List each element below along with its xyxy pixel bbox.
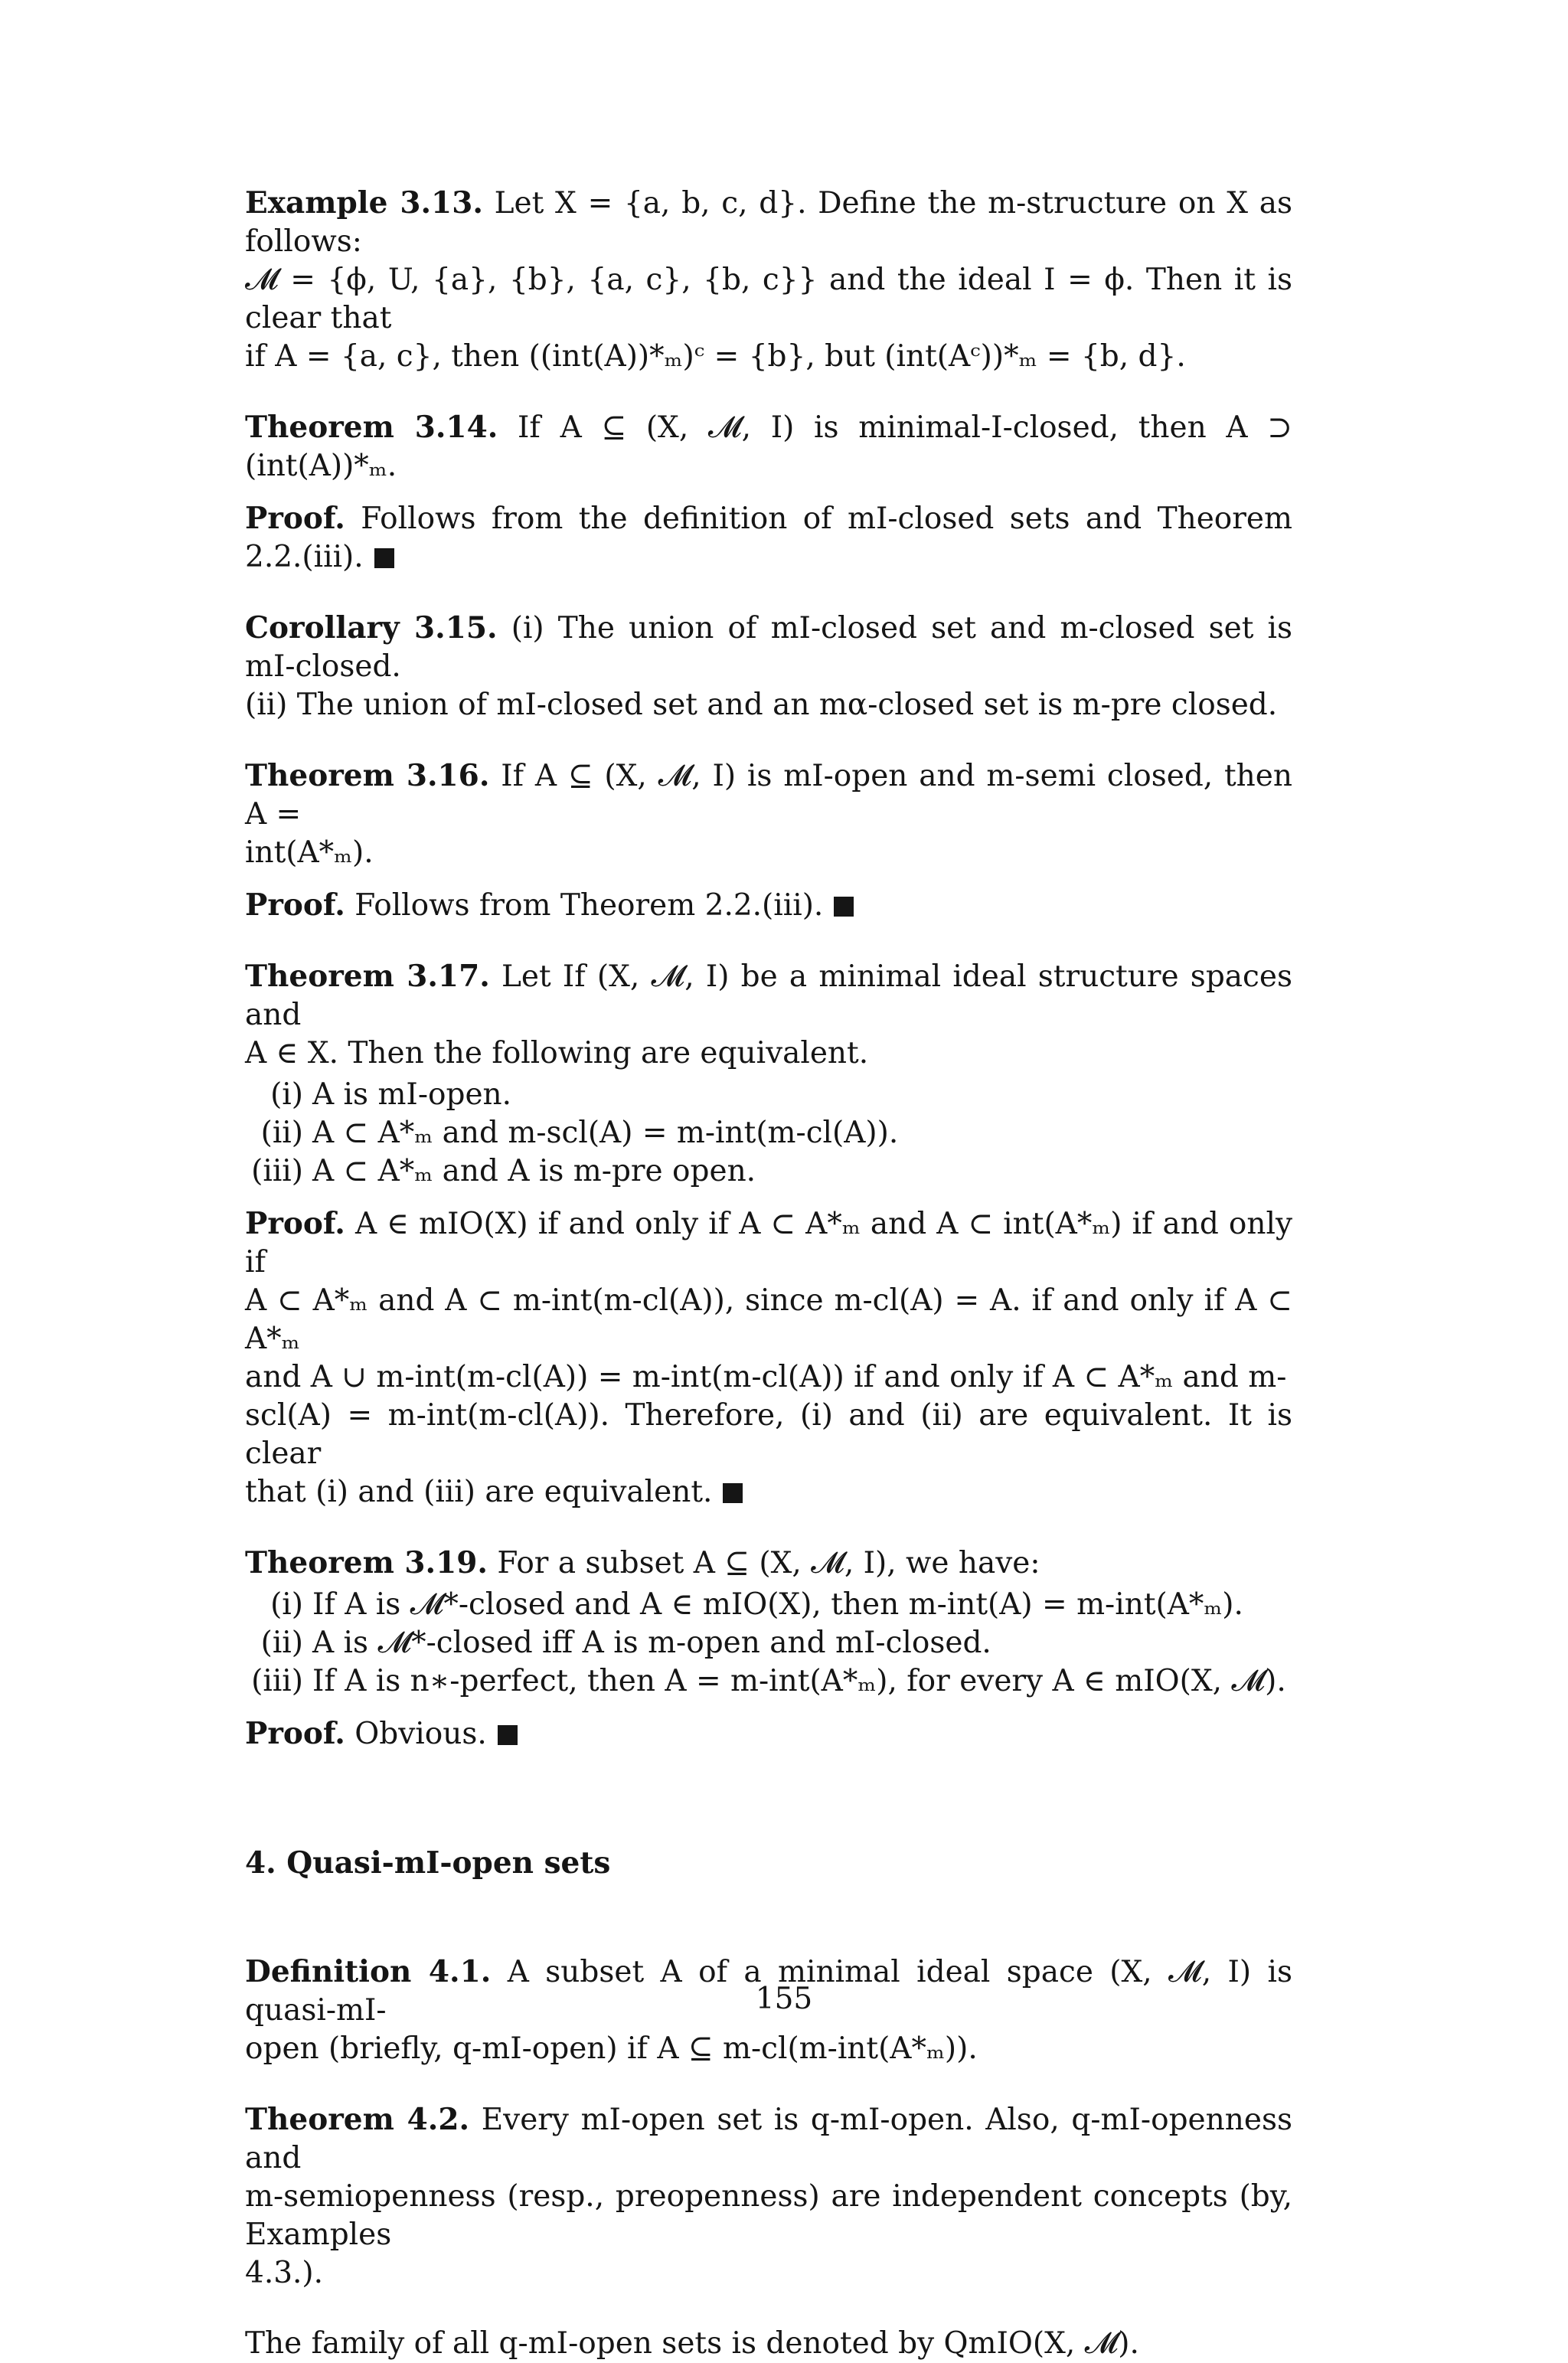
- corollary-line-2: (ii) The union of mI-closed set and an mα-closed set is m-pre closed.: [245, 688, 1278, 722]
- page-number: 155: [755, 1982, 813, 2016]
- example-3-13: [245, 184, 1292, 376]
- list-item: [245, 1624, 1292, 1662]
- proof-line-2: A ⊂ A*ₘ and A ⊂ m-int(m-cl(A)), since m-cl(A) = A. if and only if A ⊂ A*ₘ: [245, 1283, 1292, 1356]
- item-text: A ⊂ A*ₘ and A is m-pre open.: [312, 1154, 756, 1188]
- item-text: If A is n∗-perfect, then A = m-int(A*ₘ), for every A ∈ mIO(X, 𝓜).: [312, 1664, 1286, 1698]
- theorem-line-1: Let If (X, 𝓜, I) be a minimal ideal structure spaces and: [245, 959, 1292, 1032]
- qed-square-icon: [498, 1725, 518, 1745]
- theorem-label: Theorem 3.19.: [245, 1545, 488, 1580]
- list-item: [245, 1662, 1292, 1701]
- theorem-line-2: int(A*ₘ).: [245, 835, 374, 870]
- list-item: [245, 1152, 1292, 1191]
- proof-line-3: and A ∪ m-int(m-cl(A)) = m-int(m-cl(A)) if and only if A ⊂ A*ₘ and m-: [245, 1360, 1287, 1394]
- proof-line-5: that (i) and (iii) are equivalent.: [245, 1475, 713, 1509]
- item-number: (i): [270, 1077, 303, 1112]
- proof-3-17: [245, 1204, 1292, 1512]
- proof-label: Proof.: [245, 501, 345, 536]
- proof-3-16: [245, 886, 1292, 925]
- item-number: (ii): [260, 1116, 303, 1150]
- proof-text: Obvious.: [354, 1717, 487, 1751]
- qed-square-icon: [723, 1483, 743, 1503]
- qed-square-icon: [374, 548, 394, 568]
- proof-text: Follows from the definition of mI-closed sets and Theorem 2.2.(iii).: [245, 502, 1292, 574]
- item-number: (i): [270, 1587, 303, 1622]
- item-number: (iii): [251, 1664, 303, 1698]
- item-text: A ⊂ A*ₘ and m-scl(A) = m-int(m-cl(A)).: [312, 1116, 899, 1150]
- theorem-line-2: m-semiopenness (resp., preopenness) are independent concepts (by, Examples: [245, 2179, 1292, 2252]
- theorem-3-17: [245, 957, 1292, 1073]
- theorem-line-2: A ∈ X. Then the following are equivalent.: [245, 1036, 869, 1070]
- item-number: (iii): [251, 1154, 303, 1188]
- example-line-2: 𝓜 = {ϕ, U, {a}, {b}, {a, c}, {b, c}} and the ideal I = ϕ. Then it is clear that: [245, 263, 1292, 335]
- theorem-text: If A ⊆ (X, 𝓜, I) is minimal-I-closed, then A ⊃ (int(A))*ₘ.: [245, 410, 1292, 483]
- item-number: (ii): [260, 1626, 303, 1660]
- definition-label: Definition 4.1.: [245, 1954, 492, 1989]
- proof-line-1: A ∈ mIO(X) if and only if A ⊂ A*ₘ and A ⊂ int(A*ₘ) if and only if: [245, 1207, 1292, 1280]
- theorem-line-1: If A ⊆ (X, 𝓜, I) is mI-open and m-semi closed, then A =: [245, 759, 1292, 832]
- theorem-line-3: 4.3.).: [245, 2256, 324, 2290]
- paper-page: [245, 184, 1292, 2363]
- proof-3-14: [245, 499, 1292, 577]
- theorem-label: Theorem 4.2.: [245, 2102, 470, 2137]
- item-text: If A is 𝓜*-closed and A ∈ mIO(X), then m-int(A) = m-int(A*ₘ).: [312, 1587, 1243, 1622]
- theorem-4-2: [245, 2100, 1292, 2293]
- qed-square-icon: [834, 897, 854, 917]
- item-text: A is mI-open.: [312, 1077, 512, 1112]
- theorem-3-17-list: [245, 1076, 1292, 1191]
- definition-line-1: A subset A of a minimal ideal space (X, 𝓜, I) is quasi-mI-: [245, 1955, 1293, 2028]
- theorem-3-19: [245, 1544, 1292, 1583]
- theorem-3-19-list: [245, 1586, 1292, 1701]
- section-title: 4. Quasi-mI-open sets: [245, 1845, 611, 1881]
- list-item: [245, 1114, 1292, 1152]
- definition-line-2: open (briefly, q-mI-open) if A ⊆ m-cl(m-int(A*ₘ)).: [245, 2031, 978, 2066]
- example-label: Example 3.13.: [245, 185, 483, 221]
- proof-line-4: scl(A) = m-int(m-cl(A)). Therefore, (i) and (ii) are equivalent. It is clear: [245, 1398, 1292, 1471]
- family-note: The family of all q-mI-open sets is denoted by QmIO(X, 𝓜).: [245, 2326, 1139, 2361]
- theorem-line-1: Every mI-open set is q-mI-open. Also, q-mI-openness and: [245, 2103, 1292, 2175]
- corollary-line-1: (i) The union of mI-closed set and m-closed set is mI-closed.: [245, 611, 1292, 684]
- proof-label: Proof.: [245, 887, 345, 923]
- theorem-label: Theorem 3.17.: [245, 959, 490, 994]
- proof-label: Proof.: [245, 1206, 345, 1241]
- corollary-label: Corollary 3.15.: [245, 610, 498, 645]
- proof-3-19: [245, 1714, 1292, 1753]
- list-item: [245, 1586, 1292, 1624]
- theorem-label: Theorem 3.16.: [245, 758, 490, 793]
- corollary-3-15: [245, 609, 1292, 724]
- item-text: A is 𝓜*-closed iff A is m-open and mI-closed.: [312, 1626, 991, 1660]
- theorem-label: Theorem 3.14.: [245, 410, 498, 445]
- proof-text: Follows from Theorem 2.2.(iii).: [354, 888, 824, 923]
- example-line-1: Let X = {a, b, c, d}. Define the m-structure on X as follows:: [245, 186, 1292, 259]
- proof-label: Proof.: [245, 1716, 345, 1751]
- list-item: [245, 1076, 1292, 1114]
- theorem-3-14: [245, 408, 1292, 485]
- theorem-text: For a subset A ⊆ (X, 𝓜, I), we have:: [497, 1546, 1040, 1580]
- theorem-3-16: [245, 757, 1292, 872]
- example-line-3: if A = {a, c}, then ((int(A))*ₘ)ᶜ = {b}, but (int(Aᶜ))*ₘ = {b, d}.: [245, 339, 1186, 374]
